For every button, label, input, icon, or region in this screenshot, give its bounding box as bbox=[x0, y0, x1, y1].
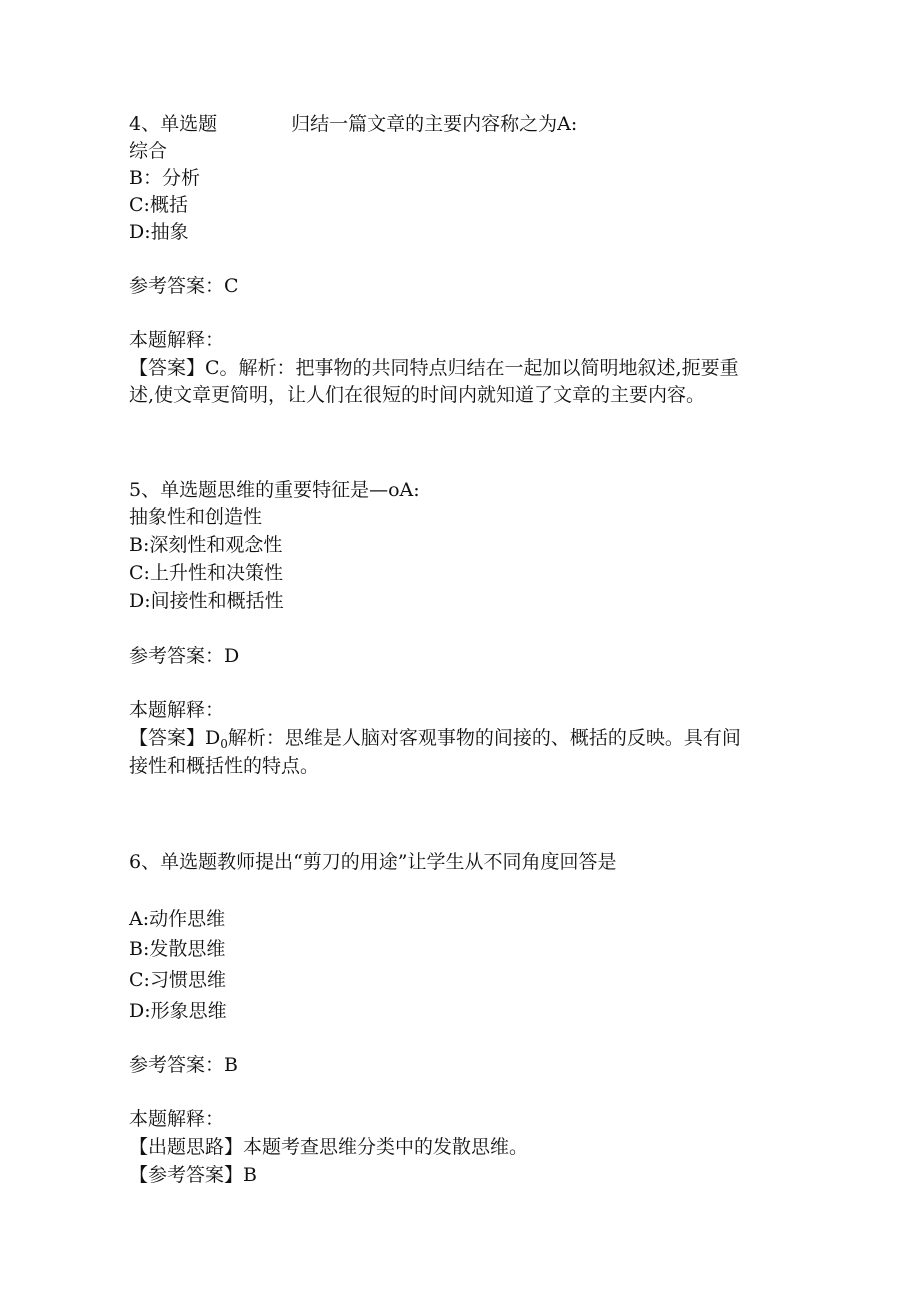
q6-option-a: A:动作思维 bbox=[129, 908, 226, 930]
q5-option-b: B:深刻性和观念性 bbox=[129, 534, 283, 556]
q5-answer: 参考答案：D bbox=[129, 645, 240, 667]
q5-explanation-subscript: 0 bbox=[220, 737, 228, 751]
q6-explanation-line-2: 【参考答案】B bbox=[129, 1164, 257, 1186]
q6-answer: 参考答案：B bbox=[129, 1054, 238, 1076]
q5-explanation-heading: 本题解释： bbox=[129, 699, 225, 721]
q4-explanation-heading: 本题解释： bbox=[129, 329, 225, 351]
q4-option-c: C:概括 bbox=[129, 194, 188, 216]
q4-number-type: 4、单选题 bbox=[129, 113, 218, 135]
q6-stem: 6、单选题教师提出“剪刀的用途”让学生从不同角度回答是 bbox=[129, 851, 617, 873]
q6-explanation-line-1: 【出题思路】本题考查思维分类中的发散思维。 bbox=[129, 1136, 529, 1158]
q5-explanation-line-2: 接性和概括性的特点。 bbox=[129, 755, 320, 777]
q4-stem bbox=[129, 111, 577, 137]
q6-option-d: D:形象思维 bbox=[129, 1000, 227, 1022]
q5-option-a: 抽象性和创造性 bbox=[129, 506, 263, 528]
q5-option-d: D:间接性和概括性 bbox=[129, 590, 284, 612]
q4-option-d: D:抽象 bbox=[129, 221, 189, 243]
q5-stem: 5、单选题思维的重要特征是—oA: bbox=[129, 479, 420, 501]
q6-option-b: B:发散思维 bbox=[129, 938, 226, 960]
q4-explanation-line-2: 述,使文章更简明，让人们在很短的时间内就知道了文章的主要内容。 bbox=[129, 384, 706, 406]
q4-answer: 参考答案：C bbox=[129, 275, 239, 297]
q5-explanation-rest: 解析：思维是人脑对客观事物的间接的、概括的反映。具有间 bbox=[227, 727, 741, 749]
q5-option-c: C:上升性和决策性 bbox=[129, 562, 283, 584]
q4-option-b: B：分析 bbox=[129, 167, 200, 189]
q5-explanation-prefix: 【答案】D bbox=[129, 727, 221, 749]
q6-option-c: C:习惯思维 bbox=[129, 969, 226, 991]
q4-explanation-line-1: 【答案】C。解析：把事物的共同特点归结在一起加以简明地叙述,扼要重 bbox=[129, 357, 739, 379]
q4-option-a: 综合 bbox=[129, 140, 168, 162]
q6-explanation-heading: 本题解释： bbox=[129, 1108, 225, 1130]
q4-stem-text: 归结一篇文章的主要内容称之为A: bbox=[291, 113, 578, 135]
